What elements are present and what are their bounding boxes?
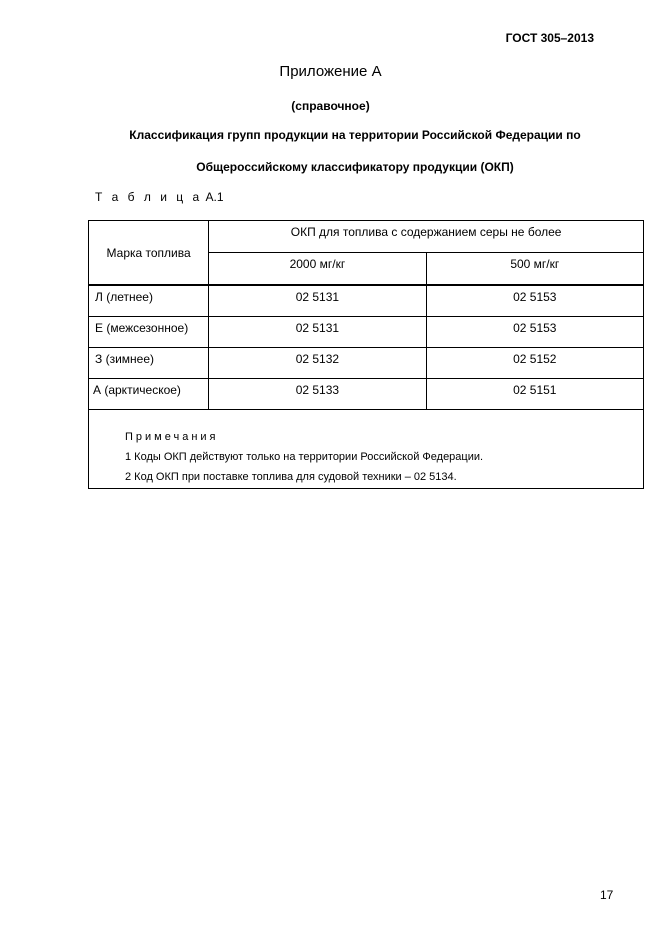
classification-heading-line1: Классификация групп продукции на территории Российской Федерации по bbox=[129, 128, 581, 142]
table-row bbox=[89, 347, 644, 378]
note-2: 2 Код ОКП при поставке топлива для судовой техники – 02 5134. bbox=[125, 470, 457, 483]
header-brand: Марка топлива bbox=[89, 221, 209, 286]
row-brand: Е (межсезонное) bbox=[89, 316, 209, 347]
classification-heading-line2: Общероссийскому классификатору продукции (ОКП) bbox=[196, 160, 514, 174]
table-notes bbox=[89, 409, 644, 488]
table-row bbox=[89, 316, 644, 347]
row-code-2000: 02 5131 bbox=[209, 285, 426, 316]
row-brand: Л (летнее) bbox=[89, 285, 209, 316]
row-brand: З (зимнее) bbox=[89, 347, 209, 378]
table-caption-number: А.1 bbox=[205, 190, 224, 204]
header-okp: ОКП для топлива с содержанием серы не более bbox=[209, 221, 644, 253]
row-code-500: 02 5152 bbox=[426, 347, 643, 378]
notes-heading: Примечания bbox=[125, 430, 219, 443]
row-code-500: 02 5151 bbox=[426, 378, 643, 409]
table-row bbox=[89, 285, 644, 316]
row-code-2000: 02 5132 bbox=[209, 347, 426, 378]
row-code-500: 02 5153 bbox=[426, 285, 643, 316]
okp-table bbox=[88, 220, 644, 489]
row-code-2000: 02 5131 bbox=[209, 316, 426, 347]
row-brand: А (арктическое) bbox=[89, 378, 209, 409]
appendix-title: Приложение А bbox=[279, 63, 382, 80]
table-caption bbox=[95, 190, 224, 204]
table-row bbox=[89, 378, 644, 409]
note-1: 1 Коды ОКП действуют только на территории Российской Федерации. bbox=[125, 450, 484, 463]
table-caption-word: Т а б л и ц а bbox=[95, 190, 203, 204]
document-code: ГОСТ 305–2013 bbox=[505, 31, 594, 45]
row-code-2000: 02 5133 bbox=[209, 378, 426, 409]
header-2000: 2000 мг/кг bbox=[209, 253, 426, 285]
appendix-kind: (справочное) bbox=[291, 99, 370, 113]
header-500: 500 мг/кг bbox=[426, 253, 643, 285]
page-number: 17 bbox=[600, 888, 614, 902]
row-code-500: 02 5153 bbox=[426, 316, 643, 347]
